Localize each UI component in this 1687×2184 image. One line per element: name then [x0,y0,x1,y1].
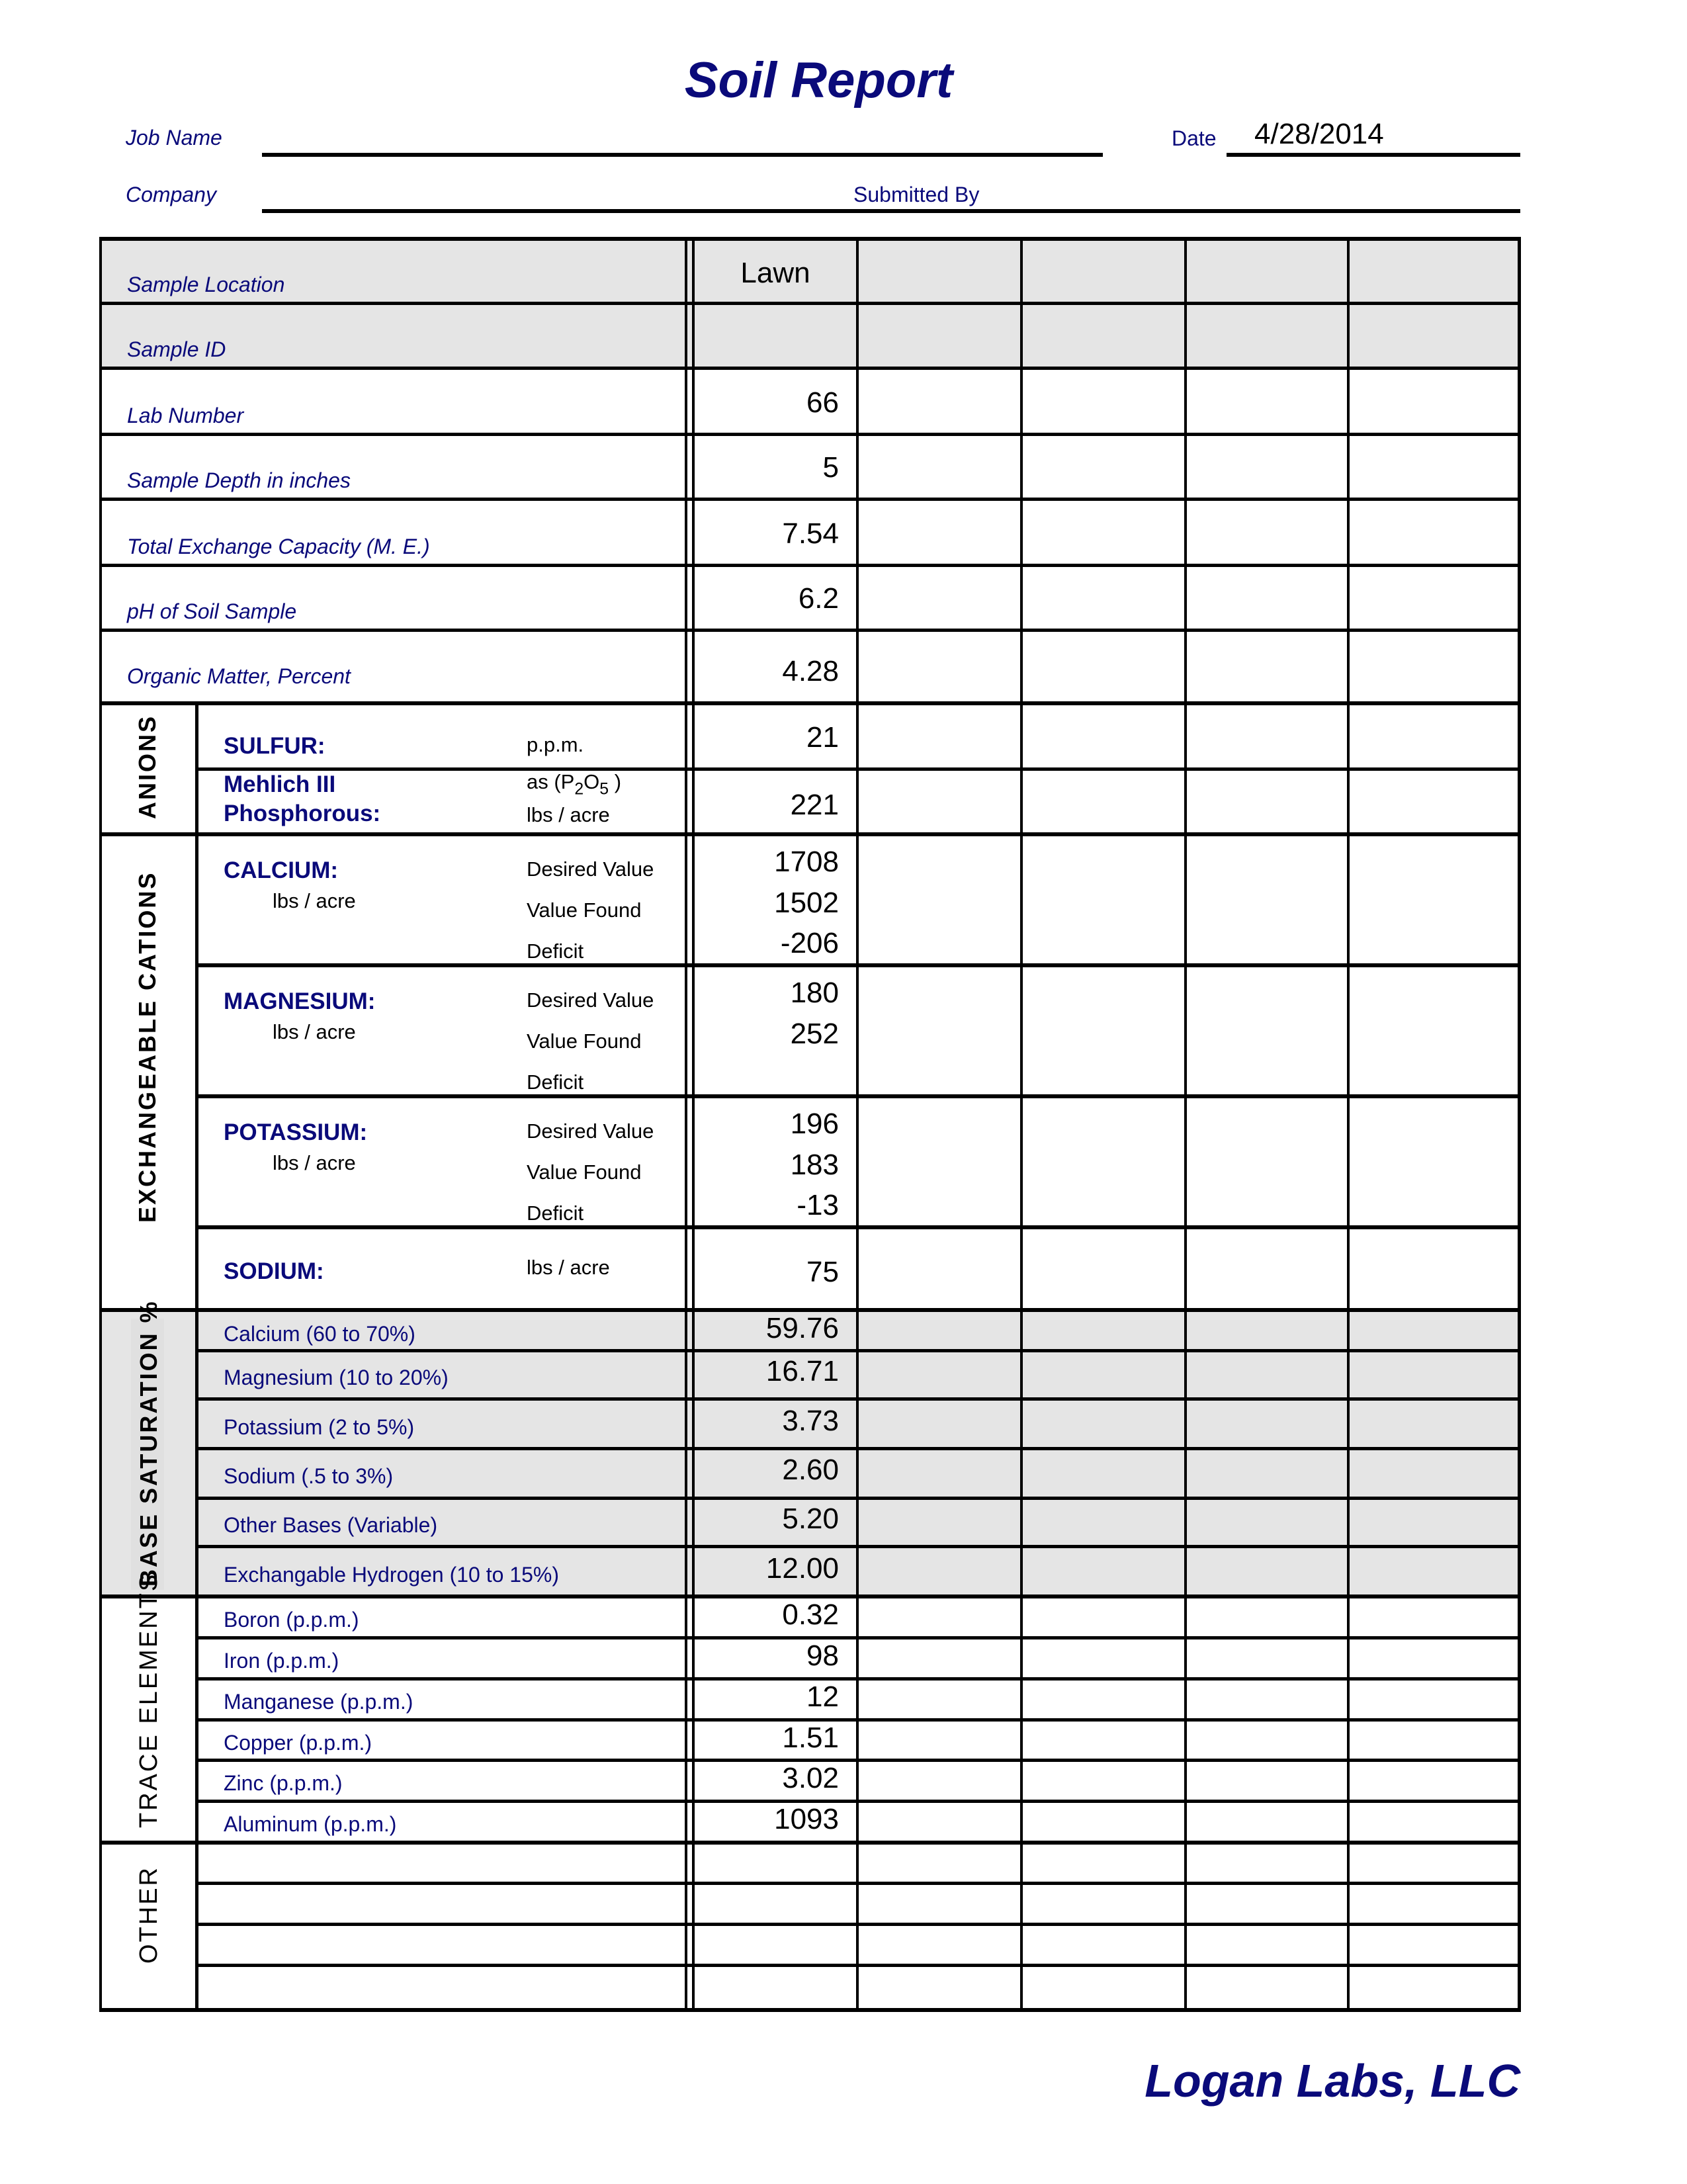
zinc-value[interactable]: 3.02 [782,1762,839,1794]
sample-location-value[interactable]: Lawn [740,257,810,289]
row-line [99,564,1520,567]
ph-label: pH of Soil Sample [127,599,297,623]
sulfur-value[interactable]: 21 [806,721,839,754]
other-row-1-label[interactable] [224,1851,680,1880]
row-line [195,1349,1520,1352]
bs-hydrogen-label: Exchangable Hydrogen (10 to 15%) [224,1563,559,1587]
magnesium-found-value[interactable]: 252 [790,1018,839,1050]
aluminum-value[interactable]: 1093 [774,1803,839,1835]
exchangeable-cations-section-label: EXCHANGEABLE CATIONS [134,871,161,1223]
calcium-label: CALCIUM: [224,857,339,883]
sodium-value[interactable]: 75 [806,1256,839,1288]
bs-other-bases-label: Other Bases (Variable) [224,1513,438,1537]
border-bottom [99,2008,1520,2012]
row-line [195,1397,1520,1401]
row-line [99,498,1520,501]
border-right [1518,237,1521,2012]
row-line [195,767,1520,771]
sulfur-unit: p.p.m. [527,733,584,756]
bs-potassium-label: Potassium (2 to 5%) [224,1415,415,1439]
submitted-by-label: Submitted By [853,183,980,206]
sample-depth-value[interactable]: 5 [822,451,839,484]
copper-value[interactable]: 1.51 [782,1722,839,1754]
date-field[interactable]: 4/28/2014 [1254,118,1384,150]
lab-number-value[interactable]: 66 [806,386,839,419]
base-saturation-section-label: BASE SATURATION % [135,1299,162,1587]
col-divider-4 [1347,237,1350,2012]
manganese-label: Manganese (p.p.m.) [224,1690,413,1714]
bs-potassium-value[interactable]: 3.73 [782,1405,839,1437]
sulfur-label: SULFUR: [224,733,325,759]
col-divider-1 [856,237,859,2012]
col-divider-2 [1020,237,1023,2012]
bs-magnesium-label: Magnesium (10 to 20%) [224,1366,449,1389]
row-line [99,302,1520,305]
bs-calcium-label: Calcium (60 to 70%) [224,1322,415,1346]
section-line [99,1841,1520,1845]
phosphorous-unit: lbs / acre [527,803,610,826]
calcium-deficit-value[interactable]: -206 [780,927,839,959]
row-line [195,1759,1520,1762]
row-line [195,1094,1520,1098]
job-name-label: Job Name [126,126,222,150]
manganese-value[interactable]: 12 [806,1681,839,1713]
sample-depth-label: Sample Depth in inches [127,468,351,492]
sodium-label: SODIUM: [224,1258,324,1284]
other-row-3-label[interactable] [224,1933,680,1962]
calcium-unit: lbs / acre [273,889,356,912]
sample-location-label: Sample Location [127,273,285,296]
bs-sodium-label: Sodium (.5 to 3%) [224,1464,394,1488]
section-line [99,832,1520,836]
row-line [195,963,1520,967]
potassium-deficit-value[interactable]: -13 [797,1189,839,1221]
trace-elements-section-label: TRACE ELEMENTS [135,1572,163,1828]
organic-matter-value[interactable]: 4.28 [782,655,839,687]
row-line [195,1882,1520,1885]
potassium-found-value[interactable]: 183 [790,1149,839,1181]
potassium-desired-value[interactable]: 196 [790,1108,839,1140]
row-line [195,1447,1520,1450]
row-line [195,1800,1520,1803]
border-left [99,237,102,2012]
job-name-underline [262,153,1103,157]
iron-value[interactable]: 98 [806,1639,839,1672]
calcium-found-value[interactable]: 1502 [774,887,839,919]
magnesium-deficit-label: Deficit [527,1070,584,1094]
potassium-unit: lbs / acre [273,1151,356,1174]
lab-number-label: Lab Number [127,404,244,427]
ph-value[interactable]: 6.2 [798,582,839,615]
iron-label: Iron (p.p.m.) [224,1649,339,1673]
row-line [99,367,1520,370]
magnesium-unit: lbs / acre [273,1020,356,1043]
company-underline [262,209,1520,213]
potassium-label: POTASSIUM: [224,1119,368,1145]
bs-calcium-value[interactable]: 59.76 [765,1312,839,1344]
row-line [195,1225,1520,1229]
sodium-unit: lbs / acre [527,1256,610,1279]
phosphorous-unit-formula: as ($P_2O_5$ ) [527,770,622,799]
company-label: Company [126,183,216,206]
row-line [195,1677,1520,1681]
other-row-4-label[interactable] [224,1974,680,2003]
other-row-2-label[interactable] [224,1892,680,1921]
organic-matter-label: Organic Matter, Percent [127,664,351,688]
total-exchange-capacity-label: Total Exchange Capacity (M. E.) [127,535,430,558]
submitted-by-field[interactable] [1006,176,1515,209]
magnesium-label: MAGNESIUM: [224,988,376,1014]
job-name-field[interactable] [262,119,1103,152]
double-line-a [685,237,687,2012]
sample-id-label: Sample ID [127,337,226,361]
copper-label: Copper (p.p.m.) [224,1731,372,1755]
phosphorous-label-line1: Mehlich III [224,771,336,797]
page-title: Soil Report [684,52,953,109]
bs-other-bases-value[interactable]: 5.20 [782,1503,839,1535]
row-line [195,1923,1520,1926]
bs-magnesium-value[interactable]: 16.71 [765,1355,839,1387]
bs-sodium-value[interactable]: 2.60 [782,1454,839,1486]
phosphorous-label-line2: Phosphorous: [224,801,381,826]
row-line [99,629,1520,632]
aluminum-label: Aluminum (p.p.m.) [224,1812,397,1836]
row-line [195,1545,1520,1548]
potassium-found-label: Value Found [527,1160,642,1184]
potassium-deficit-label: Deficit [527,1201,584,1225]
zinc-label: Zinc (p.p.m.) [224,1771,343,1795]
phosphorous-value[interactable]: 221 [790,789,839,821]
section-line [99,701,1520,705]
date-label: Date [1172,126,1217,150]
row-line [195,1636,1520,1639]
company-field[interactable] [262,176,844,209]
calcium-desired-value[interactable]: 1708 [774,846,839,878]
magnesium-found-label: Value Found [527,1029,642,1053]
magnesium-desired-label: Desired Value [527,988,654,1012]
other-section-label: OTHER [135,1866,163,1964]
total-exchange-capacity-value[interactable]: 7.54 [782,517,839,550]
boron-label: Boron (p.p.m.) [224,1608,359,1632]
row-line [99,433,1520,436]
row-line [195,1497,1520,1500]
bs-hydrogen-value[interactable]: 12.00 [765,1552,839,1585]
calcium-deficit-label: Deficit [527,939,584,963]
date-underline [1227,153,1520,157]
double-line-b [692,237,695,2012]
anions-section-label: ANIONS [134,714,161,819]
calcium-desired-label: Desired Value [527,857,654,881]
company-logo-text: Logan Labs, LLC [1145,2055,1520,2107]
row-line [195,1964,1520,1967]
border-top [99,237,1520,241]
potassium-desired-label: Desired Value [527,1119,654,1143]
row-line [195,1718,1520,1722]
boron-value[interactable]: 0.32 [782,1598,839,1631]
soil-report-table [99,237,1520,2012]
section-divider [195,703,198,2012]
col-divider-3 [1184,237,1187,2012]
magnesium-desired-value[interactable]: 180 [790,977,839,1009]
calcium-found-label: Value Found [527,898,642,922]
